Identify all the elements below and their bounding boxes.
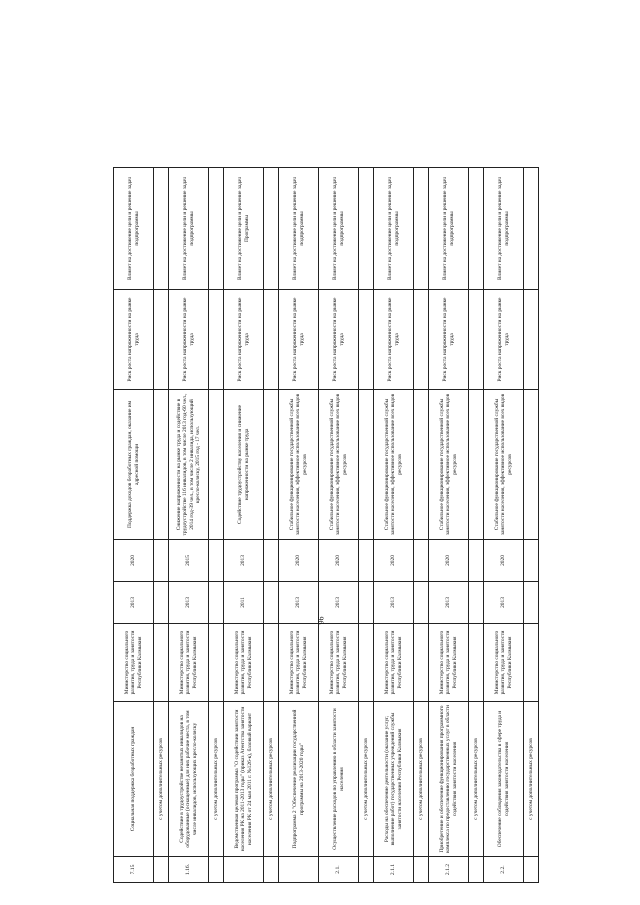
cell-executor: Министерство социального развития, труда и занятости Республики Калмыкия: [319, 624, 359, 702]
cell-num: [279, 857, 319, 883]
cell-start: 2013: [319, 582, 359, 624]
subrow-empty-cell: [264, 168, 279, 290]
table-row: [484, 168, 524, 883]
subrow-empty-cell: [469, 290, 484, 390]
subrow-label: с учетом дополнительных ресурсов: [524, 702, 539, 857]
cell-start: 2013: [374, 582, 414, 624]
subrow-empty-cell: [209, 582, 224, 624]
cell-risk: Риск роста напряженности на рынке труда: [169, 290, 209, 390]
subrow-empty-cell: [209, 168, 224, 290]
cell-name: Подпрограмма 2 "Обеспечение реализации государственной программы на 2013-2020 годы": [279, 702, 319, 857]
subrow-empty-cell: [154, 390, 169, 540]
cell-risk: Риск роста напряженности на рынке труда: [374, 290, 414, 390]
page-number: 96: [316, 616, 326, 625]
cell-executor: Министерство социального развития, труда и занятости Республики Калмыкия: [484, 624, 524, 702]
subrow-label: с учетом дополнительных ресурсов: [414, 702, 429, 857]
cell-risk: Риск роста напряженности на рынке труда: [484, 290, 524, 390]
subrow-label: с учетом дополнительных ресурсов: [359, 702, 374, 857]
table-row: [429, 168, 469, 883]
subrow-empty-cell: [154, 582, 169, 624]
subrow-empty-cell: [524, 390, 539, 540]
subrow-empty-cell: [414, 624, 429, 702]
cell-impact: Влияет на достижение цели и решение задач Программы: [224, 168, 264, 290]
subrow-spacer: [414, 857, 429, 883]
subrow-empty-cell: [154, 624, 169, 702]
table-subrow: [469, 168, 484, 883]
cell-result: Стабильное функционирование государственной службы занятости населения, эффективное использование всех видов ресурсов: [279, 390, 319, 540]
cell-result: Поддержка доходов безработных граждан, оказание им адресной помощи: [114, 390, 154, 540]
subrow-empty-cell: [524, 290, 539, 390]
cell-impact: Влияет на достижение цели и решение задач подпрограммы: [484, 168, 524, 290]
cell-risk: Риск роста напряженности на рынке труда: [429, 290, 469, 390]
cell-end: 2020: [484, 540, 524, 582]
cell-executor: Министерство социального развития, труда и занятости Республики Калмыкия: [224, 624, 264, 702]
cell-result: Стабильное функционирование государственной службы занятости населения, эффективное использование всех видов ресурсов: [374, 390, 414, 540]
cell-name: Обеспечение соблюдения законодательства в сфере труда и содействия занятости населения: [484, 702, 524, 857]
subrow-label: с учетом дополнительных ресурсов: [154, 702, 169, 857]
cell-risk: Риск роста напряженности на рынке труда: [279, 290, 319, 390]
subrow-label: с учетом дополнительных ресурсов: [209, 702, 224, 857]
cell-start: 2013: [279, 582, 319, 624]
subrow-empty-cell: [414, 390, 429, 540]
subrow-empty-cell: [414, 290, 429, 390]
subrow-spacer: [154, 857, 169, 883]
subrow-empty-cell: [154, 540, 169, 582]
cell-result: Стабильное функционирование государственной службы занятости населения, эффективное использование всех видов ресурсов: [319, 390, 359, 540]
cell-end: 2020: [279, 540, 319, 582]
cell-start: 2013: [429, 582, 469, 624]
table-body: [114, 168, 539, 883]
table-row: [319, 168, 359, 883]
subrow-empty-cell: [524, 624, 539, 702]
cell-name: Осуществление расходов по управлению в области занятости населения: [319, 702, 359, 857]
cell-end: 2015: [169, 540, 209, 582]
subrow-empty-cell: [524, 582, 539, 624]
table-subrow: [414, 168, 429, 883]
cell-impact: Влияет на достижение цели и решение задач подпрограммы: [114, 168, 154, 290]
cell-num: [224, 857, 264, 883]
subrow-empty-cell: [209, 390, 224, 540]
subrow-label: с учетом дополнительных ресурсов: [469, 702, 484, 857]
cell-impact: Влияет на достижение цели и решение задач подпрограммы: [429, 168, 469, 290]
cell-impact: Влияет на достижение цели и решение задач подпрограммы: [169, 168, 209, 290]
subrow-empty-cell: [414, 168, 429, 290]
table-subrow: [264, 168, 279, 883]
table-subrow: [154, 168, 169, 883]
rotated-table-wrapper: [113, 168, 538, 883]
subrow-empty-cell: [209, 290, 224, 390]
table-subrow: [359, 168, 374, 883]
subrow-empty-cell: [359, 290, 374, 390]
table-row: [224, 168, 264, 883]
subrow-empty-cell: [209, 540, 224, 582]
subrow-empty-cell: [469, 624, 484, 702]
subrow-empty-cell: [524, 168, 539, 290]
cell-end: 2013: [224, 540, 264, 582]
cell-name: Приобретение и обеспечение функционирования программного комплекса по предоставлению государственных услуг в области содействия занятости населения: [429, 702, 469, 857]
table-row: [279, 168, 319, 883]
subrow-empty-cell: [359, 390, 374, 540]
cell-start: 2013: [484, 582, 524, 624]
cell-num: 1.16.: [169, 857, 209, 883]
cell-risk: Риск роста напряженности на рынке труда: [114, 290, 154, 390]
subrow-empty-cell: [414, 582, 429, 624]
subrow-spacer: [209, 857, 224, 883]
subrow-empty-cell: [264, 390, 279, 540]
program-measures-table: [113, 167, 539, 883]
subrow-spacer: [264, 857, 279, 883]
cell-name: Содействие в трудоустройстве незанятых инвалидов на оборудованные (оснащенные) для них рабочие места, в том числе инвалидов, использующих кресло-коляску: [169, 702, 209, 857]
subrow-empty-cell: [264, 290, 279, 390]
cell-num: 2.1.2: [429, 857, 469, 883]
subrow-empty-cell: [469, 540, 484, 582]
table-row: [169, 168, 209, 883]
cell-start: 2011: [224, 582, 264, 624]
subrow-empty-cell: [359, 624, 374, 702]
cell-executor: Министерство социального развития, труда и занятости Республики Калмыкия: [114, 624, 154, 702]
subrow-empty-cell: [154, 168, 169, 290]
cell-result: Стабильное функционирование государственной службы занятости населения, эффективное использование всех видов ресурсов: [484, 390, 524, 540]
subrow-empty-cell: [469, 168, 484, 290]
cell-name: Ведомственная целевая программа "О содействии занятости населения РК на 2011-2013 годы" (приказ Агентства занятости населения РК от 24 мая 2011 г. №126-к), базовый вариант: [224, 702, 264, 857]
cell-risk: Риск роста напряженности на рынке труда: [319, 290, 359, 390]
subrow-empty-cell: [414, 540, 429, 582]
subrow-spacer: [524, 857, 539, 883]
cell-start: 2013: [114, 582, 154, 624]
cell-end: 2020: [114, 540, 154, 582]
subrow-empty-cell: [524, 540, 539, 582]
table-row: [374, 168, 414, 883]
subrow-empty-cell: [209, 624, 224, 702]
cell-end: 2020: [319, 540, 359, 582]
cell-executor: Министерство социального развития, труда и занятости Республики Калмыкия: [169, 624, 209, 702]
cell-executor: Министерство социального развития, труда и занятости Республики Калмыкия: [429, 624, 469, 702]
subrow-spacer: [469, 857, 484, 883]
subrow-label: с учетом дополнительных ресурсов: [264, 702, 279, 857]
cell-num: 7.15: [114, 857, 154, 883]
table-subrow: [209, 168, 224, 883]
subrow-empty-cell: [264, 582, 279, 624]
cell-end: 2020: [429, 540, 469, 582]
cell-num: 2.1.1: [374, 857, 414, 883]
cell-end: 2020: [374, 540, 414, 582]
subrow-empty-cell: [469, 582, 484, 624]
subrow-spacer: [359, 857, 374, 883]
subrow-empty-cell: [154, 290, 169, 390]
cell-impact: Влияет на достижение цели и решение задач подпрограммы: [319, 168, 359, 290]
cell-impact: Влияет на достижение цели и решение задач подпрограммы: [279, 168, 319, 290]
cell-start: 2013: [169, 582, 209, 624]
cell-executor: Министерство социального развития, труда и занятости Республики Калмыкия: [279, 624, 319, 702]
cell-executor: Министерство социального развития, труда и занятости Республики Калмыкия: [374, 624, 414, 702]
cell-num: 2.1.: [319, 857, 359, 883]
cell-result: Содействие трудоустройству населения и снижение напряженности на рынке труда: [224, 390, 264, 540]
cell-risk: Риск роста напряженности на рынке труда: [224, 290, 264, 390]
subrow-empty-cell: [359, 540, 374, 582]
cell-name: Социальная поддержка безработных граждан: [114, 702, 154, 857]
table-subrow: [524, 168, 539, 883]
cell-result: Снижение напряженности на рынке труда и содействие в трудоустройстве 116 инвалидов, в том числе 2013 год-60 чел., 2014 год-39 чел., в том числе 2 инвалида, использующий кресло-коляску, 2015 год - 17 чел.: [169, 390, 209, 540]
cell-num: 2.2.: [484, 857, 524, 883]
subrow-empty-cell: [359, 582, 374, 624]
subrow-empty-cell: [469, 390, 484, 540]
subrow-empty-cell: [264, 624, 279, 702]
subrow-empty-cell: [264, 540, 279, 582]
table-row: [114, 168, 154, 883]
cell-name: Расходы на обеспечение деятельности (оказание услуг, выполнение работ) государственных учреждений службы занятости населения Республики Калмыкия: [374, 702, 414, 857]
cell-impact: Влияет на достижение цели и решение задач подпрограммы: [374, 168, 414, 290]
subrow-empty-cell: [359, 168, 374, 290]
cell-result: Стабильное функционирование государственной службы занятости населения, эффективное использование всех видов ресурсов: [429, 390, 469, 540]
